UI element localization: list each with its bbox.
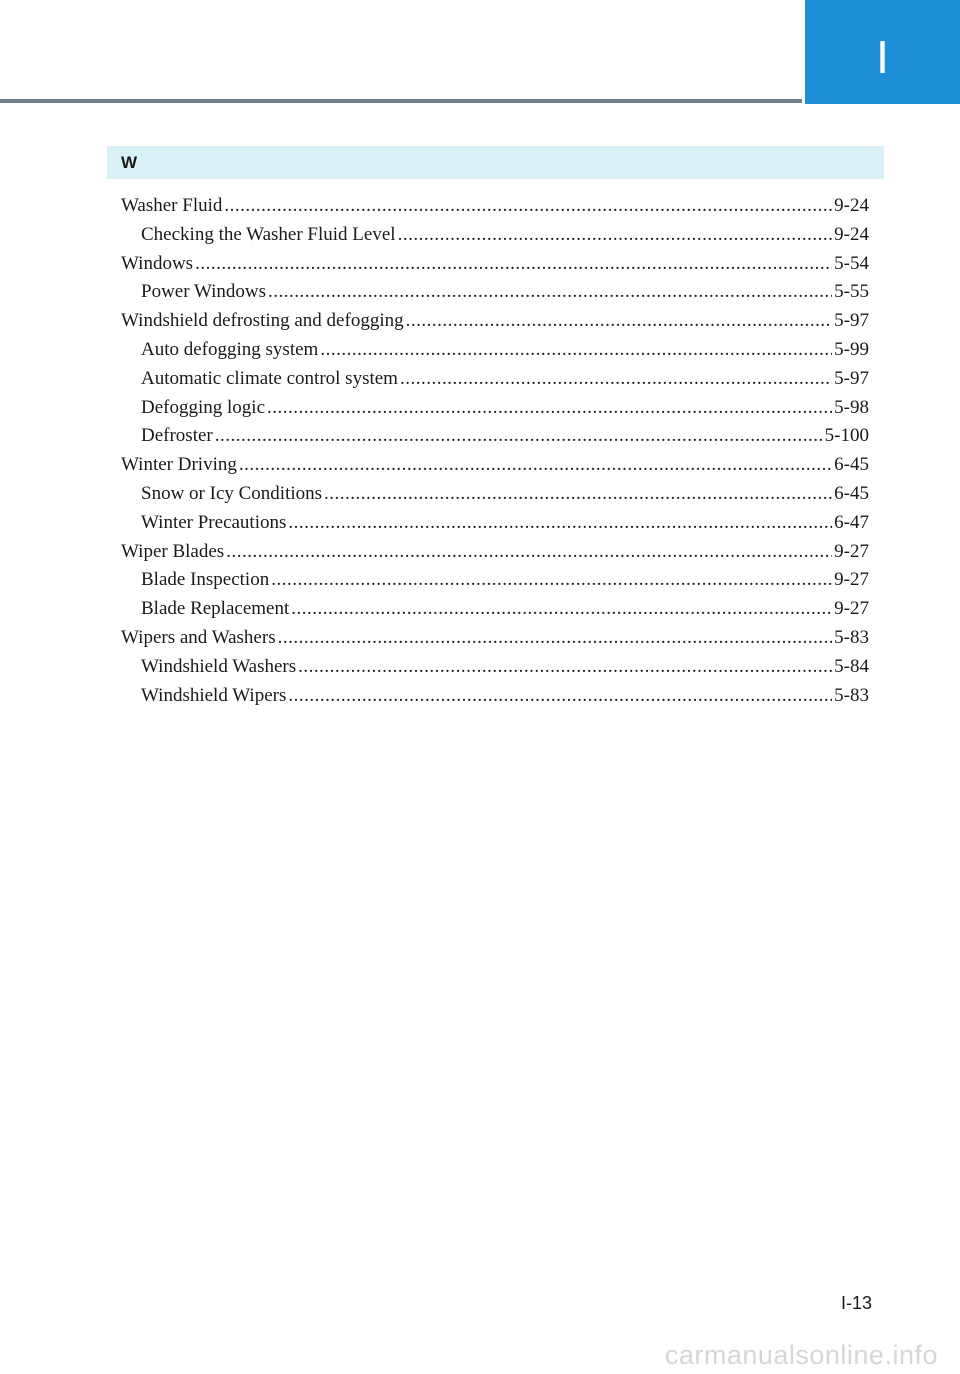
index-entry-page: 5-83 <box>834 626 869 648</box>
dot-leader <box>224 192 832 221</box>
index-subentry <box>121 336 869 365</box>
dot-leader <box>298 653 832 682</box>
index-entry-page: 5-55 <box>834 281 869 303</box>
index-entry <box>121 307 869 336</box>
index-subentry <box>121 422 869 451</box>
index-entry <box>121 250 869 279</box>
index-entry-page: 6-45 <box>834 482 869 504</box>
dot-leader <box>400 365 832 394</box>
index-entry-label: Wiper Blades <box>121 540 225 562</box>
index-subentry <box>121 221 869 250</box>
index-entry <box>121 538 869 567</box>
index-subentry <box>121 682 869 711</box>
index-entry-page: 9-27 <box>834 569 869 591</box>
dot-leader <box>271 566 832 595</box>
index-entry-label: Checking the Washer Fluid Level <box>141 223 396 245</box>
index-entry <box>121 624 869 653</box>
index-entry-page: 5-83 <box>834 684 869 706</box>
dot-leader <box>288 509 832 538</box>
dot-leader <box>226 538 832 567</box>
index-entry <box>121 451 869 480</box>
dot-leader <box>406 307 833 336</box>
chapter-tab-letter: I <box>876 31 889 83</box>
chapter-tab <box>805 0 960 104</box>
index-entry-page: 5-84 <box>834 655 869 677</box>
dot-leader <box>324 480 832 509</box>
index-entry-label: Blade Inspection <box>141 569 270 591</box>
dot-leader <box>291 595 832 624</box>
index-entry-label: Defogging logic <box>141 396 266 418</box>
dot-leader <box>320 336 832 365</box>
index-subentry <box>121 278 869 307</box>
index-entry-label: Snow or Icy Conditions <box>141 482 323 504</box>
index-entry-page: 5-100 <box>824 425 869 447</box>
index-entry-label: Washer Fluid <box>121 195 223 216</box>
index-entry-page: 5-98 <box>834 396 869 418</box>
index-entry-page: 6-45 <box>834 454 869 476</box>
dot-leader <box>398 221 833 250</box>
index-entry-page: 9-24 <box>834 223 869 245</box>
dot-leader <box>288 682 832 711</box>
index-entry-label: Blade Replacement <box>141 598 290 620</box>
index-entry-label: Auto defogging system <box>141 338 319 360</box>
dot-leader <box>239 451 832 480</box>
watermark: carmanualsonline.info <box>664 1340 938 1370</box>
index-entry-page: 9-27 <box>834 598 869 620</box>
index-subentry <box>121 653 869 682</box>
index-subentry <box>121 509 869 538</box>
index-entry-label: Automatic climate control system <box>141 367 398 389</box>
index-entry-label: Windshield Washers <box>141 655 297 677</box>
dot-leader <box>195 250 832 279</box>
index-entry-page: 5-54 <box>834 252 869 274</box>
index-entry-page: 9-24 <box>834 195 869 216</box>
index-entry-page: 5-99 <box>834 338 869 360</box>
index-subentry <box>121 394 869 423</box>
dot-leader <box>278 624 833 653</box>
index-entry-label: Wipers and Washers <box>121 626 276 648</box>
section-letter: W <box>121 153 138 172</box>
index-subentry <box>121 365 869 394</box>
index-entry-label: Defroster <box>141 425 213 447</box>
index-subentry <box>121 595 869 624</box>
section-header <box>107 146 884 179</box>
index-entry-page: 9-27 <box>834 540 869 562</box>
dot-leader <box>215 422 823 451</box>
index-entry-label: Winter Precautions <box>141 511 287 533</box>
index-entry-label: Windshield Wipers <box>141 684 287 706</box>
index-entry <box>121 192 869 221</box>
index-entry-label: Power Windows <box>141 281 267 303</box>
index-entry-list <box>121 192 869 710</box>
index-entry-label: Winter Driving <box>121 454 237 476</box>
index-entry-page: 5-97 <box>834 310 869 332</box>
dot-leader <box>267 394 832 423</box>
index-subentry <box>121 566 869 595</box>
index-entry-page: 6-47 <box>834 511 869 533</box>
index-entry-label: Windows <box>121 252 194 274</box>
page-number: I-13 <box>840 1293 872 1313</box>
index-subentry <box>121 480 869 509</box>
dot-leader <box>268 278 832 307</box>
index-entry-label: Windshield defrosting and defogging <box>121 310 404 332</box>
header-rule <box>0 99 802 103</box>
index-entry-page: 5-97 <box>834 367 869 389</box>
